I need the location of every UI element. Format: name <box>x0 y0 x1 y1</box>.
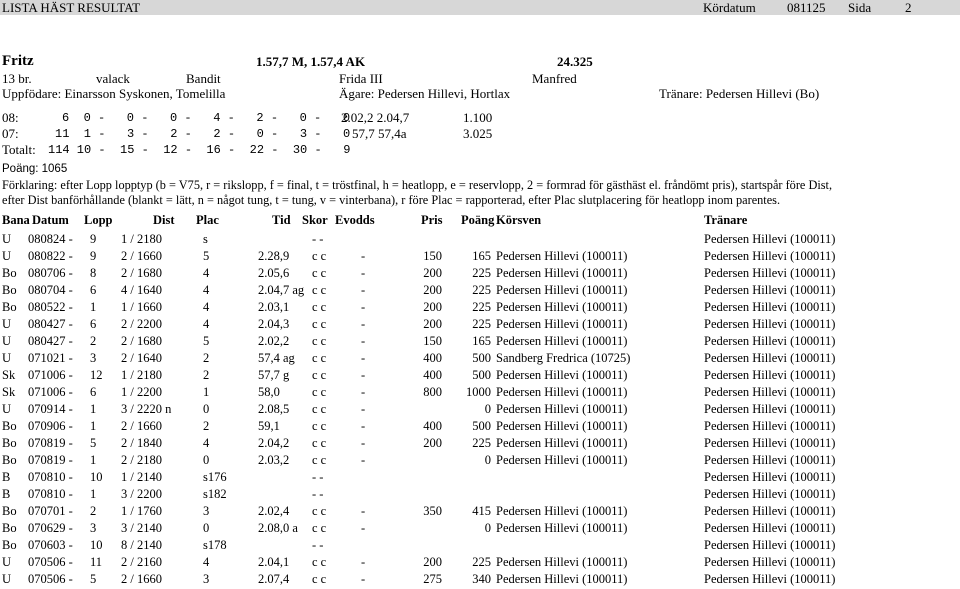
cell-tid: 59,1 <box>258 419 280 433</box>
cell-skor: c c <box>312 334 327 348</box>
cell-evodds: - <box>361 572 366 586</box>
cell-poang: 1000 <box>466 385 491 399</box>
cell-korsven: Pedersen Hillevi (100011) <box>496 283 628 297</box>
cell-datum: 070810 - <box>28 470 73 484</box>
cell-skor: - - <box>312 232 324 246</box>
cell-evodds: - <box>361 334 366 348</box>
table-row <box>0 487 960 504</box>
cell-poang: 0 <box>484 521 491 535</box>
cell-skor: - - <box>312 538 324 552</box>
cell-poang: 500 <box>472 419 491 433</box>
cell-skor: c c <box>312 521 327 535</box>
date-value: 081125 <box>787 0 826 15</box>
cell-plac: 3 <box>203 504 210 518</box>
cell-skor: c c <box>312 351 327 365</box>
cell-datum: 071006 - <box>28 368 73 382</box>
cell-poang: 225 <box>472 317 491 331</box>
cell-datum: 070603 - <box>28 538 73 552</box>
cell-poang: 0 <box>484 402 491 416</box>
cell-dist: 3 / 2140 <box>121 521 162 535</box>
horse-breeder: Uppfödare: Einarsson Syskonen, Tomelilla <box>2 86 226 101</box>
cell-datum: 070810 - <box>28 487 73 501</box>
cell-skor: c c <box>312 283 327 297</box>
table-row <box>0 300 960 317</box>
cell-poang: 165 <box>472 249 491 263</box>
cell-evodds: - <box>361 368 366 382</box>
stats-money: 1.100 <box>463 110 493 125</box>
cell-dist: 2 / 2160 <box>121 555 162 569</box>
cell-datum: 070914 - <box>28 402 73 416</box>
cell-bana: Sk <box>2 368 16 382</box>
cell-dist: 1 / 2140 <box>121 470 162 484</box>
cell-korsven: Pedersen Hillevi (100011) <box>496 436 628 450</box>
stats-label: Totalt: <box>2 142 36 157</box>
cell-tid: 2.04,2 <box>258 436 290 450</box>
cell-pris: 200 <box>423 266 442 280</box>
col-header-skor: Skor <box>302 213 328 227</box>
horse-trainer: Tränare: Pedersen Hillevi (Bo) <box>659 86 820 101</box>
cell-tid: 2.04,3 <box>258 317 290 331</box>
cell-plac: 4 <box>203 266 210 280</box>
cell-bana: Bo <box>2 419 17 433</box>
cell-tranare: Pedersen Hillevi (100011) <box>704 249 836 263</box>
table-row <box>0 402 960 419</box>
table-row <box>0 385 960 402</box>
cell-lopp: 6 <box>90 385 97 399</box>
cell-plac: 5 <box>203 334 210 348</box>
cell-poang: 340 <box>472 572 491 586</box>
page-number: 2 <box>905 0 912 15</box>
table-row <box>0 232 960 249</box>
cell-lopp: 11 <box>90 555 103 569</box>
cell-lopp: 6 <box>90 317 97 331</box>
cell-pris: 350 <box>423 504 442 518</box>
cell-evodds: - <box>361 419 366 433</box>
stats-times: 2.02,2 2.04,7 <box>341 110 410 125</box>
horse-damsire: Manfred <box>532 71 577 86</box>
cell-datum: 080704 - <box>28 283 73 297</box>
cell-poang: 225 <box>472 283 491 297</box>
cell-datum: 070506 - <box>28 555 73 569</box>
cell-bana: U <box>2 402 12 416</box>
cell-lopp: 9 <box>90 249 97 263</box>
cell-plac: 4 <box>203 555 210 569</box>
results-table-header <box>0 213 960 230</box>
horse-age-color: 13 br. <box>2 71 32 86</box>
cell-dist: 1 / 1660 <box>121 300 162 314</box>
cell-skor: c c <box>312 385 327 399</box>
cell-skor: c c <box>312 572 327 586</box>
table-row <box>0 572 960 589</box>
horse-dam: Frida III <box>339 71 383 86</box>
cell-bana: Bo <box>2 521 17 535</box>
cell-korsven: Pedersen Hillevi (100011) <box>496 555 628 569</box>
cell-bana: U <box>2 334 12 348</box>
cell-pris: 200 <box>423 317 442 331</box>
table-row <box>0 538 960 555</box>
cell-evodds: - <box>361 555 366 569</box>
cell-korsven: Pedersen Hillevi (100011) <box>496 385 628 399</box>
cell-bana: Bo <box>2 266 17 280</box>
cell-bana: U <box>2 555 12 569</box>
cell-tranare: Pedersen Hillevi (100011) <box>704 402 836 416</box>
cell-skor: - - <box>312 487 324 501</box>
cell-pris: 800 <box>423 385 442 399</box>
col-header-lopp: Lopp <box>84 213 113 227</box>
table-row <box>0 436 960 453</box>
cell-dist: 1 / 2200 <box>121 385 162 399</box>
col-header-dist: Dist <box>153 213 175 227</box>
cell-datum: 071021 - <box>28 351 73 365</box>
cell-pris: 200 <box>423 436 442 450</box>
cell-bana: U <box>2 249 12 263</box>
cell-skor: c c <box>312 402 327 416</box>
cell-poang: 225 <box>472 300 491 314</box>
cell-skor: c c <box>312 436 327 450</box>
table-row <box>0 521 960 538</box>
cell-tid: 57,7 g <box>258 368 290 382</box>
cell-tranare: Pedersen Hillevi (100011) <box>704 368 836 382</box>
cell-skor: c c <box>312 504 327 518</box>
cell-korsven: Pedersen Hillevi (100011) <box>496 504 628 518</box>
cell-poang: 500 <box>472 368 491 382</box>
cell-evodds: - <box>361 249 366 263</box>
cell-poang: 225 <box>472 436 491 450</box>
cell-tranare: Pedersen Hillevi (100011) <box>704 470 836 484</box>
stats-label: 08: <box>2 110 19 125</box>
cell-dist: 2 / 1660 <box>121 419 162 433</box>
cell-tid: 2.04,7 ag <box>258 283 305 297</box>
cell-datum: 071006 - <box>28 385 73 399</box>
cell-dist: 2 / 1660 <box>121 572 162 586</box>
stats-values: 6 0 - 0 - 0 - 4 - 2 - 0 - 0 <box>62 111 351 125</box>
cell-skor: c c <box>312 368 327 382</box>
cell-lopp: 1 <box>90 300 97 314</box>
cell-bana: Bo <box>2 300 17 314</box>
cell-dist: 8 / 2140 <box>121 538 162 552</box>
cell-korsven: Pedersen Hillevi (100011) <box>496 419 628 433</box>
cell-bana: U <box>2 351 12 365</box>
cell-plac: 2 <box>203 419 210 433</box>
cell-lopp: 1 <box>90 453 97 467</box>
cell-evodds: - <box>361 521 366 535</box>
cell-plac: 2 <box>203 351 210 365</box>
explanation-line: Förklaring: efter Lopp lopptyp (b = V75, r = rikslopp, f = final, t = tröstfinal, h = heatlopp, e = reservlopp, 2 = formrad för gästhäst el. fråndömt pris), startspår före Dist, <box>2 178 833 192</box>
stats-times: 57,7 57,4a <box>352 126 407 141</box>
cell-plac: 0 <box>203 402 210 416</box>
date-label: Kördatum <box>703 0 756 15</box>
cell-korsven: Pedersen Hillevi (100011) <box>496 249 628 263</box>
cell-plac: 4 <box>203 283 210 297</box>
cell-evodds: - <box>361 436 366 450</box>
cell-evodds: - <box>361 266 366 280</box>
col-header-poang: Poäng <box>461 213 495 227</box>
horse-name: Fritz <box>2 53 34 69</box>
cell-tranare: Pedersen Hillevi (100011) <box>704 266 836 280</box>
cell-poang: 415 <box>472 504 491 518</box>
cell-lopp: 2 <box>90 504 97 518</box>
cell-datum: 070701 - <box>28 504 73 518</box>
cell-korsven: Pedersen Hillevi (100011) <box>496 317 628 331</box>
cell-lopp: 1 <box>90 487 97 501</box>
cell-tranare: Pedersen Hillevi (100011) <box>704 572 836 586</box>
cell-tid: 2.28,9 <box>258 249 290 263</box>
cell-plac: 1 <box>203 385 210 399</box>
cell-tranare: Pedersen Hillevi (100011) <box>704 351 836 365</box>
cell-datum: 070819 - <box>28 453 73 467</box>
cell-lopp: 6 <box>90 283 97 297</box>
cell-poang: 225 <box>472 266 491 280</box>
table-row <box>0 368 960 385</box>
cell-tid: 2.08,5 <box>258 402 290 416</box>
cell-lopp: 8 <box>90 266 97 280</box>
horse-earnings: 24.325 <box>557 54 593 69</box>
cell-tid: 2.02,4 <box>258 504 290 518</box>
table-row <box>0 351 960 368</box>
cell-tranare: Pedersen Hillevi (100011) <box>704 521 836 535</box>
cell-datum: 080427 - <box>28 334 73 348</box>
cell-tranare: Pedersen Hillevi (100011) <box>704 538 836 552</box>
cell-korsven: Sandberg Fredrica (10725) <box>496 351 631 365</box>
cell-dist: 2 / 1840 <box>121 436 162 450</box>
cell-korsven: Pedersen Hillevi (100011) <box>496 402 628 416</box>
cell-evodds: - <box>361 317 366 331</box>
cell-plac: 0 <box>203 521 210 535</box>
cell-tranare: Pedersen Hillevi (100011) <box>704 300 836 314</box>
cell-tranare: Pedersen Hillevi (100011) <box>704 555 836 569</box>
cell-tid: 57,4 ag <box>258 351 295 365</box>
explanation-line: efter Dist banförhållande (blankt = lätt, n = något tung, t = tung, v = vinterbana), r före Plac = rapporterad, efter Plac slutplacering för heatlopp inom parentes. <box>2 193 781 207</box>
cell-plac: s182 <box>203 487 227 501</box>
cell-lopp: 1 <box>90 419 97 433</box>
cell-plac: s <box>203 232 208 246</box>
cell-poang: 225 <box>472 555 491 569</box>
table-row <box>0 249 960 266</box>
cell-skor: c c <box>312 300 327 314</box>
cell-datum: 080706 - <box>28 266 73 280</box>
cell-poang: 0 <box>484 453 491 467</box>
cell-tranare: Pedersen Hillevi (100011) <box>704 334 836 348</box>
cell-bana: Sk <box>2 385 16 399</box>
cell-tranare: Pedersen Hillevi (100011) <box>704 504 836 518</box>
cell-evodds: - <box>361 351 366 365</box>
cell-poang: 165 <box>472 334 491 348</box>
cell-datum: 070906 - <box>28 419 73 433</box>
cell-bana: U <box>2 317 12 331</box>
cell-korsven: Pedersen Hillevi (100011) <box>496 334 628 348</box>
cell-dist: 2 / 1680 <box>121 334 162 348</box>
cell-pris: 400 <box>423 351 442 365</box>
col-header-tranare: Tränare <box>704 213 748 227</box>
col-header-korsven: Körsven <box>496 213 542 227</box>
cell-tid: 58,0 <box>258 385 280 399</box>
cell-korsven: Pedersen Hillevi (100011) <box>496 368 628 382</box>
cell-dist: 2 / 1640 <box>121 351 162 365</box>
cell-tid: 2.04,1 <box>258 555 290 569</box>
cell-skor: c c <box>312 453 327 467</box>
table-row <box>0 266 960 283</box>
table-row <box>0 470 960 487</box>
table-row <box>0 317 960 334</box>
cell-lopp: 12 <box>90 368 103 382</box>
cell-datum: 080427 - <box>28 317 73 331</box>
cell-evodds: - <box>361 402 366 416</box>
cell-evodds: - <box>361 283 366 297</box>
cell-datum: 080822 - <box>28 249 73 263</box>
cell-lopp: 5 <box>90 572 97 586</box>
cell-tranare: Pedersen Hillevi (100011) <box>704 453 836 467</box>
cell-dist: 3 / 2200 <box>121 487 162 501</box>
cell-skor: c c <box>312 249 327 263</box>
stats-money: 3.025 <box>463 126 493 141</box>
col-header-tid: Tid <box>272 213 291 227</box>
cell-lopp: 1 <box>90 402 97 416</box>
cell-skor: - - <box>312 470 324 484</box>
table-row <box>0 555 960 572</box>
cell-pris: 150 <box>423 334 442 348</box>
cell-bana: U <box>2 232 12 246</box>
cell-bana: Bo <box>2 504 17 518</box>
cell-dist: 2 / 1660 <box>121 249 162 263</box>
cell-tranare: Pedersen Hillevi (100011) <box>704 232 836 246</box>
cell-evodds: - <box>361 300 366 314</box>
cell-dist: 1 / 2180 <box>121 232 162 246</box>
table-row <box>0 334 960 351</box>
cell-datum: 070629 - <box>28 521 73 535</box>
cell-lopp: 9 <box>90 232 97 246</box>
cell-lopp: 5 <box>90 436 97 450</box>
cell-plac: s176 <box>203 470 227 484</box>
cell-poang: 500 <box>472 351 491 365</box>
cell-bana: B <box>2 470 11 484</box>
cell-tranare: Pedersen Hillevi (100011) <box>704 487 836 501</box>
cell-korsven: Pedersen Hillevi (100011) <box>496 266 628 280</box>
cell-pris: 200 <box>423 283 442 297</box>
cell-lopp: 10 <box>90 538 103 552</box>
cell-tid: 2.02,2 <box>258 334 290 348</box>
horse-owner: Ägare: Pedersen Hillevi, Hortlax <box>339 86 511 101</box>
cell-dist: 3 / 2220 n <box>121 402 172 416</box>
cell-evodds: - <box>361 453 366 467</box>
cell-plac: 2 <box>203 368 210 382</box>
cell-tranare: Pedersen Hillevi (100011) <box>704 283 836 297</box>
cell-evodds: - <box>361 504 366 518</box>
cell-tid: 2.03,1 <box>258 300 290 314</box>
cell-datum: 070819 - <box>28 436 73 450</box>
cell-pris: 400 <box>423 368 442 382</box>
cell-lopp: 10 <box>90 470 103 484</box>
cell-bana: Bo <box>2 283 17 297</box>
cell-pris: 150 <box>423 249 442 263</box>
cell-korsven: Pedersen Hillevi (100011) <box>496 300 628 314</box>
cell-plac: 3 <box>203 572 210 586</box>
cell-tranare: Pedersen Hillevi (100011) <box>704 385 836 399</box>
cell-plac: 4 <box>203 300 210 314</box>
col-header-plac: Plac <box>196 213 219 227</box>
cell-dist: 4 / 1640 <box>121 283 162 297</box>
cell-plac: 0 <box>203 453 210 467</box>
stats-label: 07: <box>2 126 19 141</box>
cell-tid: 2.05,6 <box>258 266 290 280</box>
cell-plac: 4 <box>203 317 210 331</box>
cell-lopp: 3 <box>90 351 97 365</box>
cell-pris: 400 <box>423 419 442 433</box>
table-row <box>0 419 960 436</box>
cell-skor: c c <box>312 419 327 433</box>
cell-pris: 200 <box>423 300 442 314</box>
points-total: Poäng: 1065 <box>2 163 68 175</box>
report-title: LISTA HÄST RESULTAT <box>2 0 141 15</box>
cell-dist: 2 / 2200 <box>121 317 162 331</box>
col-header-bana: Bana <box>2 213 30 227</box>
cell-skor: c c <box>312 555 327 569</box>
stats-values: 11 1 - 3 - 2 - 2 - 0 - 3 - 0 <box>55 127 351 141</box>
cell-lopp: 2 <box>90 334 97 348</box>
cell-tid: 2.07,4 <box>258 572 290 586</box>
cell-tid: 2.08,0 a <box>258 521 298 535</box>
cell-datum: 080522 - <box>28 300 73 314</box>
cell-pris: 275 <box>423 572 442 586</box>
cell-skor: c c <box>312 317 327 331</box>
cell-tranare: Pedersen Hillevi (100011) <box>704 317 836 331</box>
cell-datum: 080824 - <box>28 232 73 246</box>
table-row <box>0 283 960 300</box>
cell-bana: Bo <box>2 453 17 467</box>
cell-plac: s178 <box>203 538 227 552</box>
col-header-datum: Datum <box>32 213 69 227</box>
cell-tranare: Pedersen Hillevi (100011) <box>704 436 836 450</box>
cell-korsven: Pedersen Hillevi (100011) <box>496 453 628 467</box>
horse-sire: Bandit <box>186 71 221 86</box>
cell-evodds: - <box>361 385 366 399</box>
cell-dist: 1 / 2180 <box>121 368 162 382</box>
cell-dist: 1 / 1760 <box>121 504 162 518</box>
cell-datum: 070506 - <box>28 572 73 586</box>
cell-pris: 200 <box>423 555 442 569</box>
cell-skor: c c <box>312 266 327 280</box>
cell-bana: Bo <box>2 436 17 450</box>
cell-dist: 2 / 2180 <box>121 453 162 467</box>
col-header-evodds: Evodds <box>335 213 375 227</box>
cell-tranare: Pedersen Hillevi (100011) <box>704 419 836 433</box>
horse-sex: valack <box>96 71 130 86</box>
cell-tid: 2.03,2 <box>258 453 290 467</box>
table-row <box>0 453 960 470</box>
stats-values: 114 10 - 15 - 12 - 16 - 22 - 30 - 9 <box>48 143 351 157</box>
cell-lopp: 3 <box>90 521 97 535</box>
horse-records: 1.57,7 M, 1.57,4 AK <box>256 54 366 69</box>
cell-plac: 4 <box>203 436 210 450</box>
cell-plac: 5 <box>203 249 210 263</box>
cell-korsven: Pedersen Hillevi (100011) <box>496 521 628 535</box>
col-header-pris: Pris <box>421 213 443 227</box>
page-label: Sida <box>848 0 872 15</box>
cell-dist: 2 / 1680 <box>121 266 162 280</box>
cell-bana: B <box>2 487 11 501</box>
table-row <box>0 504 960 521</box>
cell-bana: U <box>2 572 12 586</box>
cell-korsven: Pedersen Hillevi (100011) <box>496 572 628 586</box>
cell-bana: Bo <box>2 538 17 552</box>
